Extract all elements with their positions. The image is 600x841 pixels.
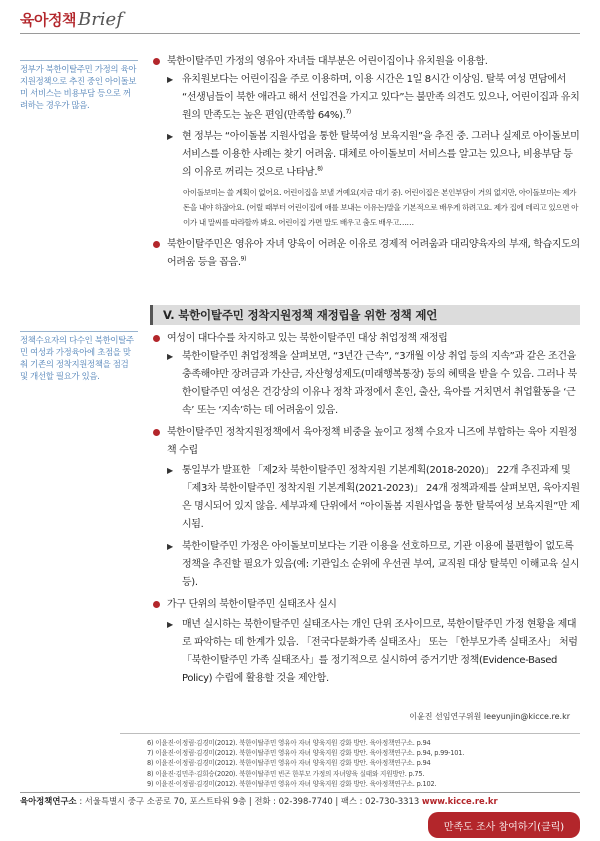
footer-org-info xyxy=(20,795,498,807)
section-title: V. 북한이탈주민 정착지원정책 재정립을 위한 정책 제언 xyxy=(163,308,438,322)
footnote: 8) 이윤진·이정림·김경미(2012). 북한이탈주민 영유아 자녀 양육지원 강화 방안. 육아정책연구소. p.94 xyxy=(147,759,431,768)
footnote-rule xyxy=(120,733,580,734)
sub-item: ▶ 북한이탈주민 취업정책을 살펴보면, “3년간 근속”, “3개월 이상 취업 등의 지속”과 같은 조건을 충족해야만 장려금과 가산금, 자산형성제도(미래행복통장) 등의 혜택을 받을 수 있음. 그러나 북한이탈주민 여성은 건강상의 이유나 정착 과정에서 혼인, 출산, 육아를 거치면서 취업활동을 ‘근속’ 또는 ‘지속’하는 데 어려움이 있음. xyxy=(150,348,580,420)
bullet-item: 북한이탈주민은 영유아 자녀 양육이 어려운 이유로 경제적 어려움과 대리양육자의 부재, 학습지도의 어려움 등을 꼽음.$^{9)}$ xyxy=(150,236,580,272)
section-4-body xyxy=(150,53,580,272)
bullet-item: 여성이 대다수를 차지하고 있는 북한이탈주민 대상 취업정책 재정립 xyxy=(150,330,580,348)
masthead-rule xyxy=(20,33,580,34)
footer-rule xyxy=(20,792,580,793)
sidebar-note-1: 정부가 북한이탈주민 가정의 육아지원정책으로 추진 중인 아이돌보미 서비스는 비용부담 등으로 꺼려하는 경우가 많음. xyxy=(20,64,137,110)
footnote-ref: 7) xyxy=(345,108,351,116)
bullet-item: 북한이탈주민 정착지원정책에서 육아정책 비중을 높이고 정책 수요자 니즈에 부합하는 육아 지원정책 수립 xyxy=(150,424,580,460)
footnote-ref: 8) xyxy=(317,165,323,173)
bullet-item: 북한이탈주민 가정의 영유아 자녀들 대부분은 어린이집이나 유치원을 이용함. xyxy=(150,53,580,71)
footnote: 6) 이윤진·이정림·김경미(2012). 북한이탈주민 영유아 자녀 양육지원 강화 방안. 육아정책연구소. p.94 xyxy=(147,739,431,747)
org-address: : 서울특별시 중구 소공로 70, 포스트타워 9층 | 전화 : 02-398-7740 | 팩스 : 02-730-3313 xyxy=(79,796,420,806)
sidebar-note-2: 정책수요자의 다수인 북한이탈주민 여성과 가정육아에 초점을 맞춰 기존의 정착지원정책을 점검 및 개선할 필요가 있음. xyxy=(20,335,134,381)
masthead-title-ko: 육아정책 xyxy=(20,11,76,29)
sub-item: ▶ 매년 실시하는 북한이탈주민 실태조사는 개인 단위 조사이므로, 북한이탈주민 가정 현황을 제대로 파악하는 데 한계가 있음. 「전국다문화가족 실태조사」 또는 「한부모가족 실태조사」 처럼 「북한이탈주민 가족 실태조사」를 정기적으로 실시하여 증거기반 정책(Evidence-Based Policy) 수립에 활용할 것을 제안함. xyxy=(150,616,580,688)
sub-item: ▶ 통일부가 발표한 「제2차 북한이탈주민 정착지원 기본계획(2018-2020)」 22개 추진과제 및 「제3차 북한이탈주민 정착지원 기본계획(2021-2023)」 24개 정책과제를 살펴보면, 육아지원은 명시되어 있지 않음. 세부과제 단위에서 “아이돌봄 지원사업을 통한 탈북여성 보육지원”만 제시됨. xyxy=(150,462,580,534)
sidebar-rule xyxy=(20,331,138,332)
sub-item: ▶ 현 정부는 “아이돌봄 지원사업을 통한 탈북여성 보육지원”을 추진 중. 그러나 실제로 아이돌보미 서비스를 이용한 사례는 찾기 어려움. 대체로 아이돌보미 서비스를 알고는 있으나, 비용부담 등의 이유로 꺼리는 것으로 나타남.$^{8)}$ xyxy=(150,128,580,182)
section-5-body xyxy=(150,330,580,688)
author-credit: 이윤진 선임연구위원 leeyunjin@kicce.re.kr xyxy=(409,712,570,721)
bullet-item: 가구 단위의 북한이탈주민 실태조사 실시 xyxy=(150,596,580,614)
sub-item: ▶ 북한이탈주민 가정은 아이돌보미보다는 기관 이용을 선호하므로, 기관 이용에 불편함이 없도록 정책을 추진할 필요가 있음(예: 기관입소 순위에 우선권 부여, 교직원 대상 탈북민 이해교육 실시 등). xyxy=(150,538,580,592)
masthead xyxy=(20,0,123,30)
sub-item: ▶ 유치원보다는 어린이집을 주로 이용하며, 이용 시간은 1일 8시간 이상임. 탈북 여성 면담에서 “선생님들이 북한 애라고 해서 선입견을 가지고 있다”는 불만족 의견도 있으나, 어린이집과 유치원의 만족도는 높은 편임(만족함 64%).$^{7)}$ xyxy=(150,71,580,125)
sidebar-rule xyxy=(20,60,138,61)
org-url-link[interactable]: www.kicce.re.kr xyxy=(421,796,498,806)
interview-quote: 아이돌보미는 쓸 계획이 없어요. 어린이집을 보낼 거예요(지금 대기 중). 어린이집은 본인부담이 거의 없지만, 아이돌보미는 제가 돈을 내야 하잖아요. (어릴 때부터 어린이집에 애를 보내는 이유는)말을 기본적으로 배우게 하려고요. 제가 집에 데리고 있으면 아이가 내 말씨를 따라할까 봐요. 어린이집 가면 말도 배우고 춤도 배우고…… xyxy=(183,188,579,227)
org-name: 육아정책연구소 xyxy=(20,796,77,806)
masthead-title-en: Brief xyxy=(77,9,123,30)
footnote-ref: 9) xyxy=(240,255,247,263)
footnote: 9) 이윤진·이정림·김경미(2012). 북한이탈주민 영유아 자녀 양육지원 강화 방안. 육아정책연구소. p.102. xyxy=(147,779,437,788)
survey-button[interactable]: 만족도 조사 참여하기(클릭) xyxy=(428,812,580,838)
section-heading-bar xyxy=(150,305,580,325)
footnote: 7) 이윤진·이정림·김경미(2012). 북한이탈주민 영유아 자녀 양육지원 강화 방안. 육아정책연구소. p.94, p.99-101. xyxy=(147,749,465,758)
footnote: 8) 이윤진·김민주·김희승(2020). 북한이탈주민 빈곤 한부모 가정의 자녀양육 실태와 지원방안. p.75. xyxy=(147,769,425,778)
footnotes xyxy=(147,738,464,789)
